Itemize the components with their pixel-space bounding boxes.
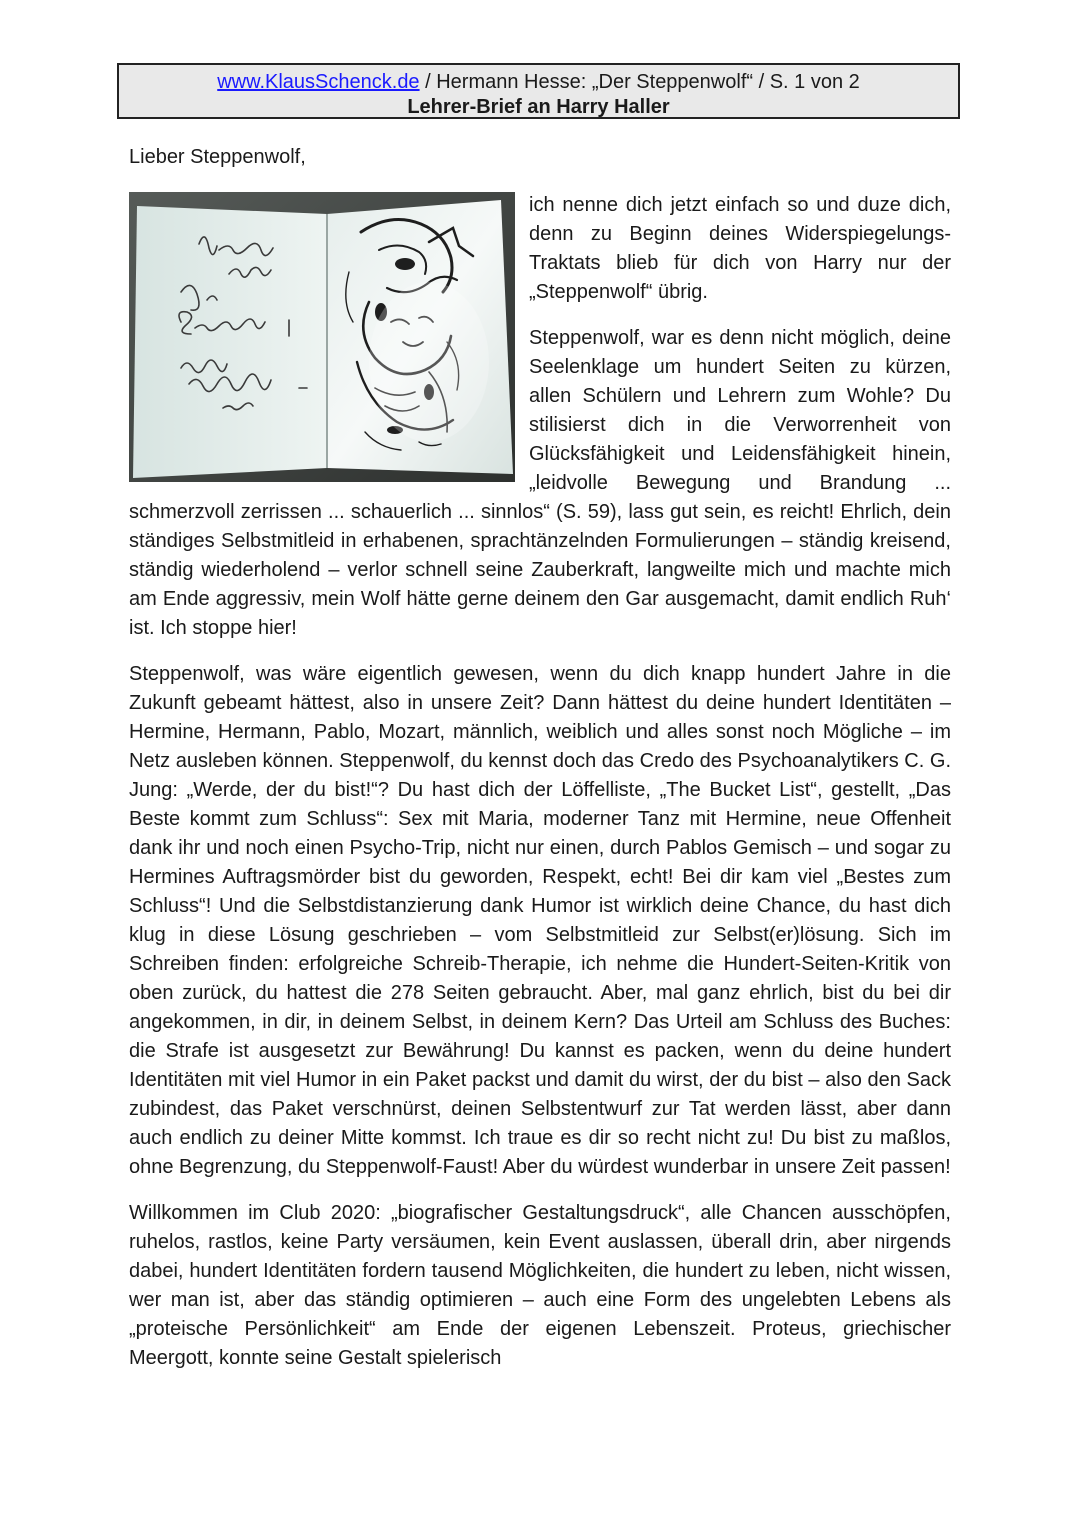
paragraph-club-2020: Willkommen im Club 2020: „biografischer Gestaltungsdruck“, alle Chancen ausschöpfen, ruhelos, rastlos, keine Party versäumen, kein Event auslassen, überall drin, aber nirgends dabei, hundert Identitäten fordern tausend Möglichkeiten, die hundert zu leben, nicht wissen, wer man ist, aber das ständig optimieren – auch eine Form des ungelebten Lebens als „proteische Persönlichkeit“ am Ende der eigenen Lebenszeit. Proteus, griechischer Meergott, konnte seine Gestalt spielerisch: [129, 1202, 951, 1369]
paragraph-future: Steppenwolf, was wäre eigentlich gewesen, wenn du dich knapp hundert Jahre in die Zukunft gebeamt hättest, also in unsere Zeit? Dann hättest du deine hundert Identitäten – Hermine, Hermann, Pablo, Mozart, männlich, weiblich und alles sonst noch Mögliche – im Netz ausleben können. Steppenwolf, du kennst doch das Credo des Psychoanalytikers C. G. Jung: „Werde, der du bist!“? Du hast dich der Löffelliste, „The Bucket List“, gestellt, „Das Beste kommt zum Schluss“: Sex mit Maria, moderner Tanz mit Hermine, neue Offenheit dank ihr und noch einen Psycho-Trip, nicht nur einen, durch Pablos Gemisch – und sogar zu Hermines Auftragsmörder bist du geworden, Respekt, echt! Bei dir kam viel „Bestes zum Schluss“! Und die Selbstdistanzierung dank Humor ist wirklich deine Chance, du hast dich klug in diese Lösung geschrieben – vom Selbstmitleid zur Selbst(er)lösung. Sich im Schreiben finden: erfolgreiche Schreib-Therapie, ich nehme die Hundert-Seiten-Kritik von oben zurück, du hattest die 278 Seiten gebraucht. Aber, mal ganz ehrlich, bist du bei dir angekommen, in dir, in deinem Selbst, in deinem Kern? Das Urteil am Schluss des Buches: die Strafe ist ausgesetzt zur Bewährung! Du kannst es packen, wenn du deine hundert Identitäten mit viel Humor in ein Paket packst und damit du wirst, der du bist – also den Sack zubindest, das Paket verschnürst, deinen Selbstentwurf zur Tat werden lässt, aber dann auch endlich zu deiner Mitte kommst. Ich traue es dir so recht nicht zu! Du bist zu maßlos, ohne Begrenzung, du Steppenwolf-Faust! Aber du würdest wunderbar in unsere Zeit passen!: [129, 663, 951, 1178]
paragraph-intro: ich nenne dich jetzt einfach so und duze dich, denn zu Beginn deines Widerspiegelungs-Traktats blieb für dich von Harry nur der „Steppenwolf“ übrig.: [529, 194, 951, 303]
header-title: / Hermann Hesse: „Der Steppenwolf“ / S. 1 von 2: [419, 71, 860, 93]
page-header: [117, 63, 960, 119]
book-photo: [129, 192, 515, 482]
header-subtitle: Lehrer-Brief an Harry Haller: [407, 96, 670, 118]
book-illustration: [129, 192, 515, 482]
greeting: Lieber Steppenwolf,: [129, 146, 306, 168]
paragraph-critique: Steppenwolf, war es denn nicht möglich, deine Seelenklage um hundert Seiten zu kürzen, allen Schülern und Lehrern zum Wohle? Du stilisierst dich in die Verworrenheit von Glücksfähigkeit und Leidensfähigkeit hinein, „leidvolle Bewegung und Brandung ... schmerzvoll zerrissen ... schauerlich ... sinnlos“ (S. 59), lass gut sein, es reicht! Ehrlich, dein ständiges Selbstmitleid in erhabenen, sprachtänzelnden Formulierungen – ständig kreisend, ständig wiederholend – verlor schnell seine Zauberkraft, langweilte mich und machte mich am Ende aggressiv, mein Wolf hätte gerne deinem den Gar ausgemacht, damit endlich Ruh‘ ist. Ich stoppe hier!: [129, 327, 951, 639]
website-link[interactable]: www.KlausSchenck.de: [217, 71, 420, 93]
letter-body: [129, 143, 951, 1390]
header-title-line: [119, 69, 958, 95]
